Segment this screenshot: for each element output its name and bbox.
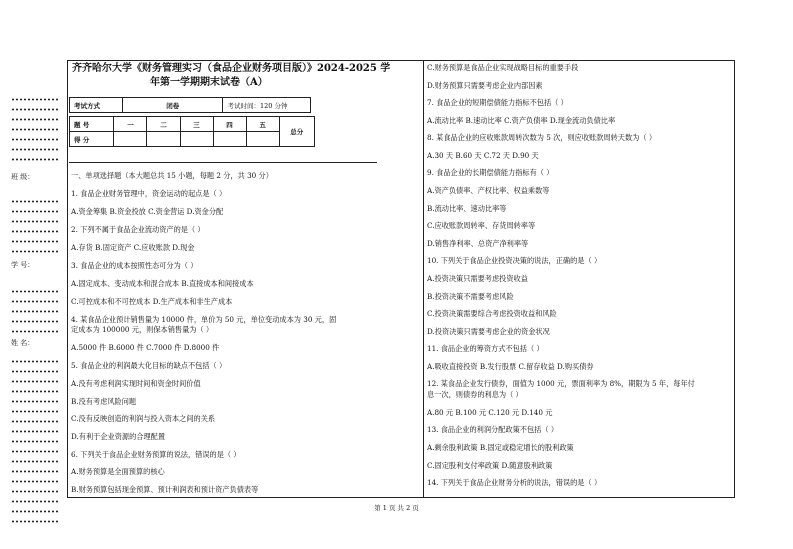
score-header-cell: 五 <box>246 117 279 132</box>
dotted-line <box>11 228 59 235</box>
title-line-2: 年第一学期期末试卷（A） <box>150 77 268 88</box>
dotted-line <box>11 518 59 525</box>
answer-option: B.流动比率、速动比率等 <box>427 204 507 213</box>
score-blank-cell[interactable] <box>246 132 279 147</box>
answer-options: A.80 元 B.100 元 C.120 元 D.140 元 <box>427 408 553 417</box>
question-text: 1. 食品企业财务管理中，资金运动的起点是（ ） <box>71 189 227 198</box>
score-blank-cell[interactable] <box>180 132 213 147</box>
answer-options: A.5000 件 B.6000 件 C.7000 件 D.8000 件 <box>71 343 220 352</box>
answer-options: C.可控成本和不可控成本 D.生产成本和非生产成本 <box>71 297 233 306</box>
question-text: 定成本为 100000 元，则保本销售量为（ ） <box>71 325 214 334</box>
section-divider <box>69 162 377 163</box>
score-header-cell: 三 <box>180 117 213 132</box>
answer-option: C.没有反映创造的利润与投入资本之间的关系 <box>71 414 216 423</box>
answer-option: A.投资决策只需要考虑投资收益 <box>427 274 528 283</box>
dotted-line <box>11 288 59 295</box>
question-text: 12. 某食品企业发行债券，面值为 1000 元，票面利率为 8%，期限为 5 年，每年付 <box>427 379 695 388</box>
answer-option: B.没有考虑风险问题 <box>71 397 137 406</box>
total-score-cell: 总分 <box>279 117 314 147</box>
dotted-line <box>11 438 59 445</box>
question-text: 8. 某食品企业的应收账款周转次数为 5 次，则应收账款周转天数为（ ） <box>427 133 657 142</box>
dotted-line <box>11 318 59 325</box>
answer-options: C.固定股利支付率政策 D.随意股利政策 <box>427 461 553 470</box>
student-id-label: 学 号： <box>11 261 35 269</box>
exam-info-table <box>69 97 311 113</box>
dotted-line <box>11 116 59 123</box>
title-line-1: 齐齐哈尔大学《财务管理实习（食品企业财务项目版）》2024-2025 学 <box>72 63 391 74</box>
score-blank-cell[interactable] <box>147 132 180 147</box>
class-label: 班 级： <box>11 173 35 181</box>
answer-option: B.财务预算包括现金预算、预计利润表和预计资产负债表等 <box>71 485 259 494</box>
dotted-line <box>11 478 59 485</box>
dotted-line <box>11 308 59 315</box>
question-text: 5. 食品企业的利润最大化目标的缺点不包括（ ） <box>71 361 227 370</box>
dotted-line <box>11 468 59 475</box>
exam-title <box>72 62 420 90</box>
dotted-line <box>11 448 59 455</box>
answer-options: A.固定成本、变动成本和混合成本 B.直接成本和间接成本 <box>71 279 254 288</box>
dotted-line <box>11 146 59 153</box>
answer-option: A.没有考虑利润实现时间和资金时间价值 <box>71 379 201 388</box>
dotted-line <box>11 208 59 215</box>
score-blank-cell[interactable] <box>213 132 246 147</box>
dotted-line <box>11 418 59 425</box>
score-header-cell: 一 <box>114 117 147 132</box>
dotted-line <box>11 198 59 205</box>
dotted-line <box>11 298 59 305</box>
question-text: 3. 食品企业的成本按照性态可分为（ ） <box>71 261 198 270</box>
section-heading: 一、单项选择题（本大题总共 15 小题，每题 2 分，共 30 分） <box>71 171 273 180</box>
score-blank-cell[interactable] <box>114 132 147 147</box>
answer-option: D.投资决策只需要考虑企业的资金状况 <box>427 327 550 336</box>
dotted-line <box>11 106 59 113</box>
dotted-line <box>11 238 59 245</box>
dotted-line <box>11 328 59 335</box>
question-text: 10. 下列关于食品企业投资决策的说法，正确的是（ ） <box>427 256 602 265</box>
question-text: 11. 食品企业的筹资方式不包括（ ） <box>427 344 544 353</box>
dotted-line <box>11 378 59 385</box>
question-text: 2. 下列不属于食品企业流动资产的是（ ） <box>71 225 205 234</box>
answer-option: D.销售净利率、总资产净利率等 <box>427 239 529 248</box>
answer-option: D.财务预算只需要考虑企业内部因素 <box>427 81 543 90</box>
name-label: 姓 名： <box>11 339 35 347</box>
answer-options: A.30 天 B.60 天 C.72 天 D.90 天 <box>427 151 539 160</box>
dotted-line <box>11 368 59 375</box>
score-header-cell: 题 号 <box>70 117 114 132</box>
answer-option: D.有利于企业资源的合理配置 <box>71 432 166 441</box>
page-footer: 第 1 页 共 2 页 <box>374 504 419 512</box>
dotted-line <box>11 458 59 465</box>
dotted-line <box>11 156 59 163</box>
answer-option: C.财务预算是食品企业实现战略目标的重要手段 <box>427 63 579 72</box>
dotted-line <box>11 488 59 495</box>
question-text: 息一次，则债券的利息为（ ） <box>427 390 523 399</box>
dotted-line <box>11 96 59 103</box>
answer-option: A.财务预算是全面预算的核心 <box>71 467 165 476</box>
question-text: 9. 食品企业的长期偿债能力指标有（ ） <box>427 168 554 177</box>
exam-time: 考试时间：120 分钟 <box>223 98 311 113</box>
answer-option: A.资产负债率、产权比率、权益乘数等 <box>427 186 550 195</box>
score-header-cell: 二 <box>147 117 180 132</box>
question-text: 7. 食品企业的短期偿债能力指标不包括（ ） <box>427 98 568 107</box>
answer-options: A.资金筹集 B.资金投放 C.资金营运 D.资金分配 <box>71 207 224 216</box>
answer-options: A.吸收直接投资 B.发行股票 C.留存收益 D.购买债券 <box>427 362 594 371</box>
answer-option: C.应收账款周转率、存货周转率等 <box>427 221 536 230</box>
question-text: 6. 下列关于食品企业财务预算的说法，错误的是（ ） <box>71 450 241 459</box>
exam-method-label: 考试方式 <box>70 98 123 113</box>
answer-options: A.剩余股利政策 B.固定或稳定增长的股利政策 <box>427 443 574 452</box>
dotted-line <box>11 218 59 225</box>
exam-method-value: 闭卷 <box>123 98 223 113</box>
dotted-line <box>11 408 59 415</box>
dotted-line <box>11 428 59 435</box>
column-divider <box>423 61 424 497</box>
dotted-line <box>11 136 59 143</box>
question-text: 4. 某食品企业预计销售量为 10000 件，单价为 50 元，单位变动成本为 30 元，固 <box>71 315 337 324</box>
score-table <box>69 116 315 147</box>
dotted-line <box>11 358 59 365</box>
answer-options: A.存货 B.固定资产 C.应收账款 D.现金 <box>71 243 195 252</box>
dotted-line <box>11 398 59 405</box>
dotted-line <box>11 248 59 255</box>
answer-option: C.投资决策需要综合考虑投资收益和风险 <box>427 309 557 318</box>
score-row-label: 得 分 <box>70 132 114 147</box>
dotted-line <box>11 126 59 133</box>
question-text: 13. 食品企业的利润分配政策不包括（ ） <box>427 425 559 434</box>
answer-option: B.投资决策不需要考虑风险 <box>427 292 514 301</box>
answer-options: A.流动比率 B.速动比率 C.资产负债率 D.现金流动负债比率 <box>427 116 616 125</box>
question-text: 14. 下列关于食品企业财务分析的说法，错误的是（ ） <box>427 478 602 487</box>
dotted-line <box>11 388 59 395</box>
score-header-cell: 四 <box>213 117 246 132</box>
